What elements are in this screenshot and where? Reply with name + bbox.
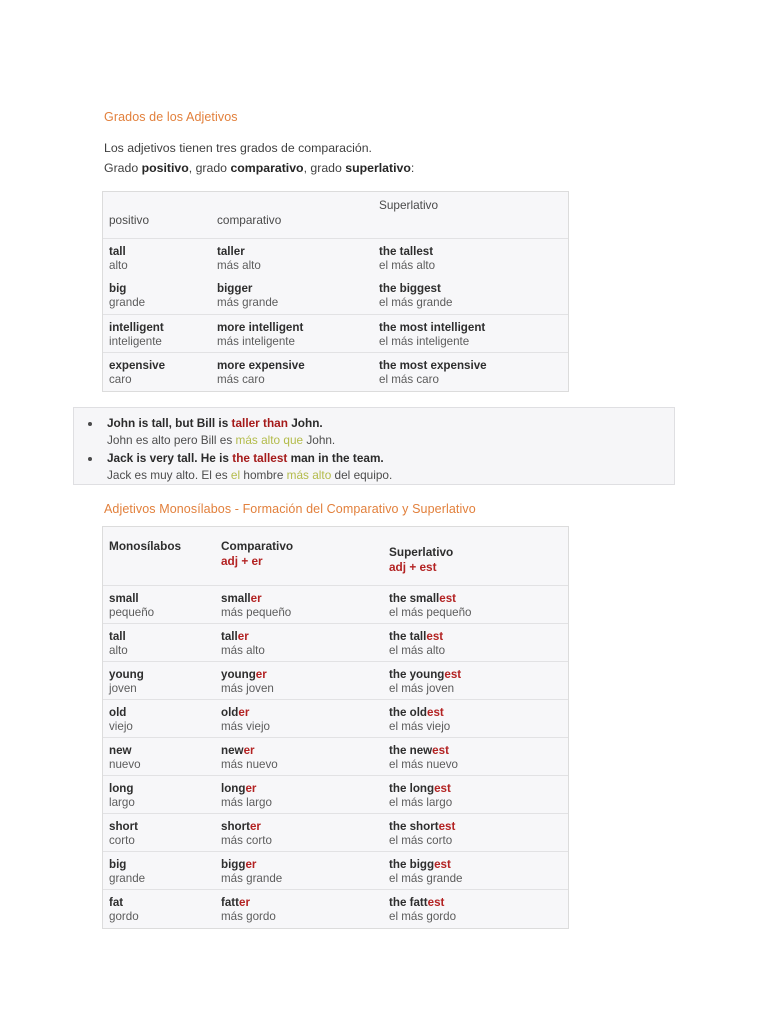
- cell-es-1-2: más pequeño: [221, 606, 292, 619]
- cell-es-3-2: más inteligente: [217, 335, 295, 348]
- highlight-olive: el: [230, 468, 241, 482]
- cell-en-2-1: [109, 629, 126, 644]
- word-suffix: er: [237, 630, 249, 643]
- word-stem: the tall: [389, 630, 427, 643]
- cell-en-5-3: [389, 743, 449, 758]
- word-suffix: er: [238, 706, 250, 719]
- cell-es-4-2: más viejo: [221, 720, 270, 733]
- monosilabos-table: [102, 526, 569, 929]
- cell-en-9-1: [109, 895, 123, 910]
- cell-en-4-1: [109, 705, 126, 720]
- column-rule-3: adj + est: [389, 560, 437, 574]
- table-row: [103, 661, 568, 699]
- column-header-3: Superlativo: [379, 198, 439, 212]
- table-header-row: [103, 192, 568, 238]
- word-suffix: est: [427, 706, 444, 719]
- cell-es-7-3: el más corto: [389, 834, 453, 847]
- cell-es-3-1: inteligente: [109, 335, 162, 348]
- cell-es-1-1: pequeño: [109, 606, 155, 619]
- cell-es-1-1: alto: [109, 259, 128, 272]
- word-stem: young: [109, 668, 144, 681]
- word-stem: long: [109, 782, 134, 795]
- cell-es-2-3: el más alto: [389, 644, 446, 657]
- plain-text: John.: [303, 433, 336, 447]
- column-header-2: Comparativo: [221, 539, 294, 553]
- word-suffix: er: [255, 668, 267, 681]
- plain-text: Jack is very tall. He is: [107, 451, 233, 465]
- cell-en-5-2: [221, 743, 255, 758]
- word-stem: new: [109, 744, 132, 757]
- bullet-marker: [88, 457, 92, 461]
- cell-es-5-3: el más nuevo: [389, 758, 458, 771]
- emphasis-text: superlativo: [345, 161, 411, 175]
- cell-es-5-2: más nuevo: [221, 758, 278, 771]
- word-stem: small: [109, 592, 139, 605]
- cell-en-3-3: the most intelligent: [379, 321, 486, 334]
- cell-es-1-3: el más alto: [379, 259, 436, 272]
- cell-en-1-2: taller: [217, 245, 245, 258]
- grados-table-body: [103, 192, 568, 390]
- cell-es-6-3: el más largo: [389, 796, 453, 809]
- word-stem: the small: [389, 592, 440, 605]
- cell-es-2-2: más alto: [221, 644, 265, 657]
- word-suffix: er: [243, 744, 255, 757]
- table-row: [103, 889, 568, 927]
- word-stem: new: [221, 744, 244, 757]
- section-1-paragraph-line-2: [104, 161, 414, 175]
- highlight-olive: más alto que: [235, 433, 304, 447]
- word-suffix: est: [432, 744, 449, 757]
- word-stem: small: [221, 592, 251, 605]
- cell-es-4-3: el más caro: [379, 373, 439, 386]
- cell-es-6-2: más largo: [221, 796, 272, 809]
- word-stem: big: [109, 858, 127, 871]
- cell-es-8-2: más grande: [221, 872, 283, 885]
- example-spanish-2: [107, 468, 392, 482]
- word-suffix: est: [434, 782, 451, 795]
- cell-en-9-3: [389, 895, 444, 910]
- cell-en-2-3: [389, 629, 443, 644]
- cell-es-3-3: el más inteligente: [379, 335, 470, 348]
- cell-en-4-3: [389, 705, 444, 720]
- cell-en-2-1: big: [109, 282, 127, 295]
- emphasis-text: positivo: [141, 161, 189, 175]
- cell-en-5-1: [109, 743, 132, 758]
- cell-en-3-1: intelligent: [109, 321, 164, 334]
- word-suffix: er: [249, 820, 261, 833]
- cell-en-3-3: [389, 667, 461, 682]
- word-suffix: est: [427, 896, 445, 909]
- plain-text: :: [410, 161, 415, 175]
- plain-text: , grado: [188, 161, 231, 175]
- plain-text: John es alto pero Bill es: [107, 433, 236, 447]
- highlight-red: taller than: [231, 416, 288, 430]
- word-stem: short: [221, 820, 250, 833]
- word-suffix: est: [444, 668, 462, 681]
- cell-es-9-3: el más gordo: [389, 910, 457, 923]
- column-header-2: comparativo: [217, 213, 282, 227]
- word-suffix: est: [426, 630, 444, 643]
- table-row: [103, 276, 568, 314]
- table-row: [103, 623, 568, 661]
- column-header-1: positivo: [109, 213, 149, 227]
- word-suffix: er: [245, 782, 257, 795]
- cell-en-2-2: [221, 629, 249, 644]
- cell-en-3-1: [109, 667, 144, 682]
- word-stem: tall: [109, 630, 126, 643]
- cell-en-7-1: [109, 819, 138, 834]
- cell-en-1-1: tall: [109, 245, 126, 258]
- table-row: [103, 585, 568, 623]
- cell-en-3-2: [221, 667, 267, 682]
- highlight-red: the tallest: [232, 451, 288, 465]
- cell-en-6-3: [389, 781, 451, 796]
- cell-es-1-3: el más pequeño: [389, 606, 472, 619]
- table-row: [103, 851, 568, 889]
- word-suffix: er: [250, 592, 262, 605]
- plain-text: John is tall, but Bill is: [107, 416, 232, 430]
- cell-es-7-2: más corto: [221, 834, 272, 847]
- cell-es-2-2: más grande: [217, 296, 279, 309]
- column-header-3: Superlativo: [389, 545, 454, 559]
- cell-en-2-2: bigger: [217, 282, 253, 295]
- cell-es-7-1: corto: [109, 834, 135, 847]
- cell-en-7-2: [221, 819, 261, 834]
- cell-en-2-3: the biggest: [379, 282, 441, 295]
- cell-es-3-3: el más joven: [389, 682, 455, 695]
- word-suffix: er: [239, 896, 250, 909]
- cell-es-4-3: el más viejo: [389, 720, 451, 733]
- cell-es-1-2: más alto: [217, 259, 261, 272]
- cell-en-8-1: [109, 857, 126, 872]
- plain-text: Grado: [104, 161, 142, 175]
- table-row: [103, 813, 568, 851]
- table-row: [103, 238, 568, 276]
- cell-es-4-1: viejo: [109, 720, 133, 733]
- cell-en-4-2: more expensive: [217, 359, 305, 372]
- cell-es-2-1: grande: [109, 296, 146, 309]
- cell-es-8-3: el más grande: [389, 872, 463, 885]
- column-header-1: Monosílabos: [109, 539, 182, 553]
- word-stem: short: [109, 820, 138, 833]
- cell-es-4-1: caro: [109, 373, 132, 386]
- cell-es-3-2: más joven: [221, 682, 274, 695]
- word-stem: young: [221, 668, 256, 681]
- table-header-row: [103, 527, 568, 585]
- highlight-olive: más alto: [286, 468, 332, 482]
- plain-text: hombre: [240, 468, 287, 482]
- word-stem: fat: [109, 896, 124, 909]
- word-stem: the old: [389, 706, 427, 719]
- plain-text: Jack es muy alto. El es: [107, 468, 231, 482]
- word-stem: the bigg: [389, 858, 435, 871]
- cell-es-4-2: más caro: [217, 373, 265, 386]
- table-row: [103, 737, 568, 775]
- word-suffix: er: [245, 858, 257, 871]
- cell-en-8-2: [221, 857, 256, 872]
- cell-en-1-3: [389, 591, 456, 606]
- word-stem: the young: [389, 668, 445, 681]
- word-stem: long: [221, 782, 246, 795]
- column-rule-2: adj + er: [221, 554, 263, 568]
- plain-text: John.: [287, 416, 323, 430]
- plain-text: man in the team.: [287, 451, 384, 465]
- plain-text: , grado: [303, 161, 346, 175]
- cell-en-9-2: [221, 895, 250, 910]
- emphasis-text: comparativo: [230, 161, 304, 175]
- cell-es-3-1: joven: [109, 682, 137, 695]
- cell-en-1-3: the tallest: [379, 245, 434, 258]
- cell-es-2-3: el más grande: [379, 296, 453, 309]
- word-stem: the fatt: [389, 896, 428, 909]
- table-row: [103, 775, 568, 813]
- example-english-2: [107, 451, 384, 465]
- word-stem: the long: [389, 782, 435, 795]
- word-suffix: est: [438, 820, 456, 833]
- word-suffix: est: [439, 592, 457, 605]
- grados-table: [102, 191, 569, 392]
- cell-en-8-3: [389, 857, 451, 872]
- word-stem: the short: [389, 820, 439, 833]
- plain-text: del equipo.: [331, 468, 393, 482]
- table-row: [103, 352, 568, 390]
- cell-es-9-1: gordo: [109, 910, 139, 923]
- cell-es-9-2: más gordo: [221, 910, 276, 923]
- word-stem: old: [221, 706, 239, 719]
- example-english-1: [107, 416, 323, 430]
- cell-en-1-2: [221, 591, 262, 606]
- cell-en-6-2: [221, 781, 256, 796]
- cell-es-6-1: largo: [109, 796, 135, 809]
- section-1-heading: Grados de los Adjetivos: [104, 110, 238, 124]
- cell-en-4-2: [221, 705, 249, 720]
- cell-en-1-1: [109, 591, 139, 606]
- word-stem: bigg: [221, 858, 246, 871]
- monosilabos-table-body: [103, 527, 568, 927]
- examples-box: [73, 407, 675, 485]
- cell-es-2-1: alto: [109, 644, 128, 657]
- word-suffix: est: [434, 858, 451, 871]
- cell-en-4-1: expensive: [109, 359, 166, 372]
- cell-es-8-1: grande: [109, 872, 146, 885]
- cell-en-6-1: [109, 781, 133, 796]
- cell-es-5-1: nuevo: [109, 758, 141, 771]
- word-stem: old: [109, 706, 127, 719]
- example-spanish-1: [107, 433, 335, 447]
- bullet-marker: [88, 422, 92, 426]
- table-row: [103, 699, 568, 737]
- word-stem: tall: [221, 630, 238, 643]
- cell-en-3-2: more intelligent: [217, 321, 304, 334]
- word-stem: fatt: [221, 896, 240, 909]
- cell-en-7-3: [389, 819, 455, 834]
- table-row: [103, 314, 568, 352]
- word-stem: the new: [389, 744, 433, 757]
- section-1-paragraph-line-1: Los adjetivos tienen tres grados de comparación.: [104, 141, 372, 155]
- cell-en-4-3: the most expensive: [379, 359, 487, 372]
- section-2-heading: Adjetivos Monosílabos - Formación del Comparativo y Superlativo: [104, 502, 476, 516]
